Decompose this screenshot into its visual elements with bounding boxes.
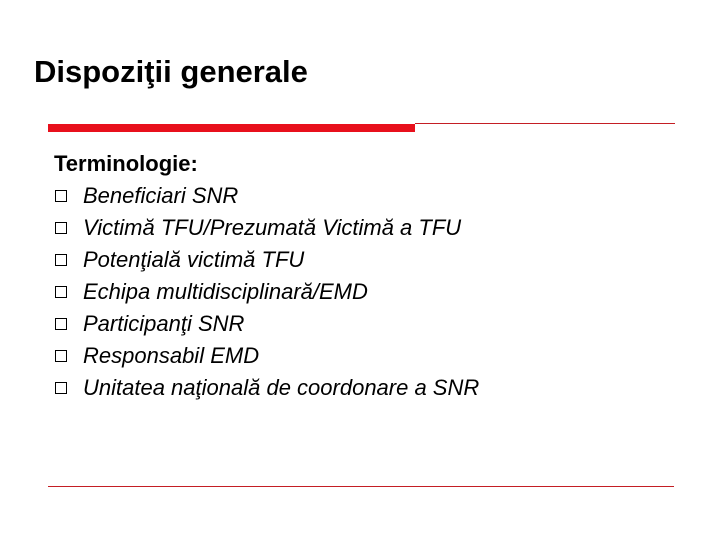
list-item	[54, 372, 694, 404]
terminology-list	[54, 180, 694, 404]
list-item-label: Unitatea naţională de coordonare a SNR	[83, 375, 480, 400]
hollow-square-bullet-icon	[55, 190, 67, 202]
title-accent-bar	[48, 124, 415, 132]
list-item-label: Echipa multidisciplinară/EMD	[83, 279, 368, 304]
list-item	[54, 244, 694, 276]
hollow-square-bullet-icon	[55, 318, 67, 330]
list-item	[54, 340, 694, 372]
slide-title: Dispoziţii generale	[34, 54, 308, 89]
section-heading: Terminologie:	[54, 151, 198, 176]
list-item-label: Potenţială victimă TFU	[83, 247, 305, 272]
hollow-square-bullet-icon	[55, 286, 67, 298]
footer-divider-line	[48, 486, 674, 487]
title-divider-line	[415, 123, 675, 124]
list-item-label: Beneficiari SNR	[83, 183, 239, 208]
list-item	[54, 212, 694, 244]
list-item	[54, 308, 694, 340]
hollow-square-bullet-icon	[55, 254, 67, 266]
list-item-label: Victimă TFU/Prezumată Victimă a TFU	[83, 215, 462, 240]
slide-body	[54, 148, 694, 404]
hollow-square-bullet-icon	[55, 350, 67, 362]
hollow-square-bullet-icon	[55, 222, 67, 234]
list-item-label: Participanţi SNR	[83, 311, 245, 336]
list-item	[54, 276, 694, 308]
list-item-label: Responsabil EMD	[83, 343, 260, 368]
hollow-square-bullet-icon	[55, 382, 67, 394]
list-item	[54, 180, 694, 212]
